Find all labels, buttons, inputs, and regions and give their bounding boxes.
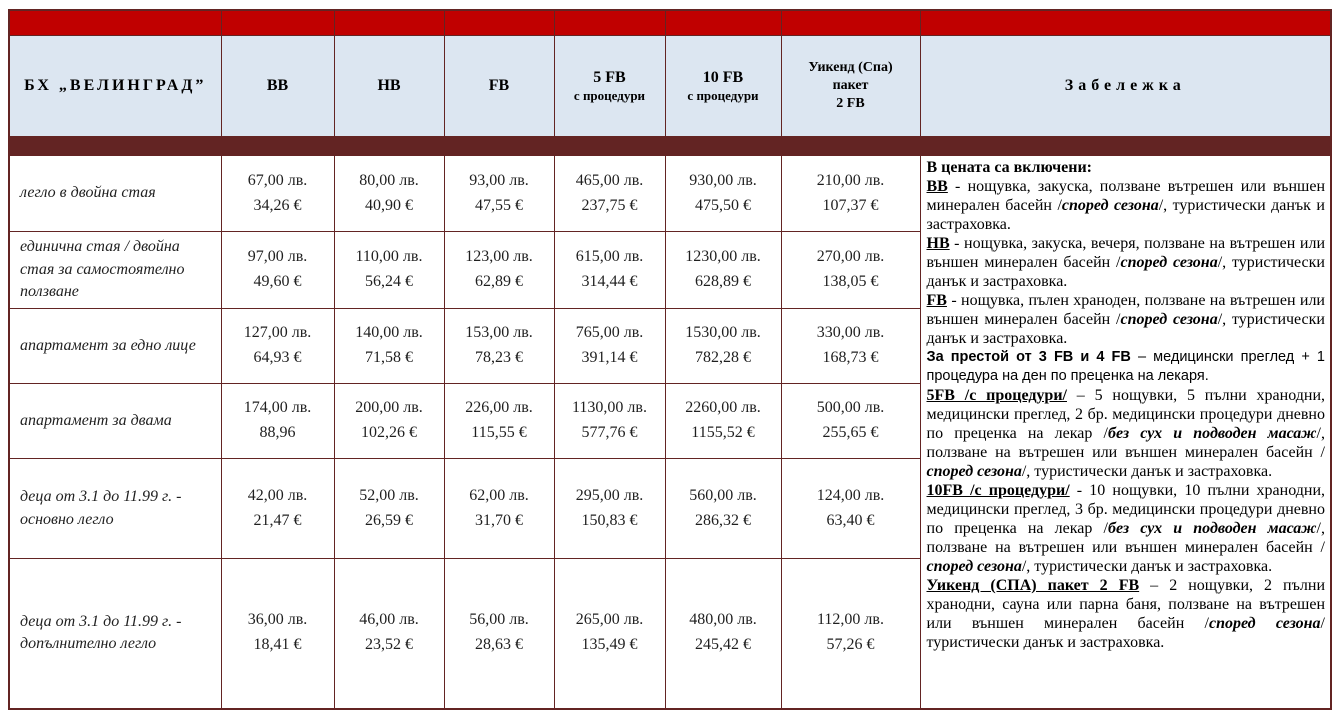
note-text-segment: без сух и подводен масаж: [1107, 520, 1317, 537]
top-band-cell: [334, 10, 444, 36]
price-eur: 31,70 €: [475, 511, 523, 529]
maroon-band-cell: [9, 137, 1331, 156]
note-text-segment: /, туристически данък и застраховка.: [926, 254, 1325, 290]
price-eur: 102,26 €: [361, 424, 417, 441]
note-text-segment: според сезона: [926, 463, 1022, 480]
price-lv: 226,00 лв.: [465, 399, 533, 417]
note-text-segment: /, ползване на вътрешен или външен минерален басейн /: [926, 520, 1325, 556]
price-cell: [554, 384, 665, 459]
price-cell: [221, 309, 334, 384]
price-lv: 1230,00 лв.: [685, 248, 761, 266]
price-eur: 18,41 €: [253, 636, 302, 654]
note-paragraph: [927, 291, 1326, 348]
note-text-segment: За престой от 3 FB и 4 FB: [926, 349, 1131, 365]
price-eur: 150,83 €: [581, 511, 638, 529]
price-cell: [334, 156, 444, 232]
top-band-cell: [554, 10, 665, 36]
price-cell: [781, 559, 920, 709]
price-eur: 40,90 €: [365, 196, 413, 214]
column-label: BB: [266, 77, 289, 94]
price-cell: [444, 384, 554, 459]
note-text-segment: /, ползване на вътрешен или външен минерален басейн /: [926, 425, 1325, 461]
price-lv: 42,00 лв.: [247, 486, 308, 504]
price-cell: [334, 459, 444, 559]
note-paragraph: [927, 576, 1326, 652]
note-text-segment: - нощувка, пълен храноден, ползване на вътрешен или външен минерален басейн /: [926, 292, 1325, 328]
price-eur: 71,58 €: [365, 349, 413, 366]
price-eur: 135,49 €: [581, 636, 638, 654]
price-lv: 140,00 лв.: [355, 324, 423, 342]
column-header-hb: [334, 36, 444, 137]
room-type-cell: апартамент за едно лице: [9, 309, 221, 384]
note-text-segment: /, туристически данък и застраховка.: [1021, 558, 1273, 575]
price-lv: 480,00 лв.: [689, 611, 757, 629]
price-cell: [781, 459, 920, 559]
price-cell: [665, 384, 781, 459]
price-eur: 56,24 €: [365, 273, 413, 290]
price-lv: 200,00 лв.: [355, 399, 423, 417]
price-eur: 49,60 €: [253, 273, 302, 290]
price-lv: 97,00 лв.: [247, 248, 308, 266]
price-lv: 615,00 лв.: [575, 248, 644, 266]
price-cell: [444, 459, 554, 559]
table-row: [9, 156, 1331, 232]
note-paragraph: [927, 158, 1326, 177]
note-text-segment: /, туристически данък и застраховка.: [1021, 463, 1273, 480]
room-type-cell: апартамент за двама: [9, 384, 221, 459]
note-text-segment: 5FB /с процедури/: [926, 387, 1067, 404]
note-text-segment: /, туристически данък и застраховка.: [926, 311, 1325, 347]
top-band-cell: [920, 10, 1331, 36]
price-cell: [334, 232, 444, 309]
header-row: [9, 36, 1331, 137]
notes-cell: [920, 156, 1331, 709]
top-band-cell: [221, 10, 334, 36]
price-cell: [444, 309, 554, 384]
price-eur: 28,63 €: [475, 636, 523, 654]
price-lv: 765,00 лв.: [575, 324, 644, 342]
price-cell: [554, 309, 665, 384]
price-lv: 174,00 лв.: [243, 399, 312, 417]
note-text-segment: според сезона: [926, 558, 1022, 575]
price-lv: 127,00 лв.: [243, 324, 312, 342]
price-lv: 500,00 лв.: [816, 399, 885, 417]
price-eur: 23,52 €: [365, 636, 413, 654]
price-lv: 295,00 лв.: [575, 486, 644, 504]
price-cell: [334, 384, 444, 459]
price-eur: 115,55 €: [471, 424, 527, 441]
column-header-notes: Забележка: [920, 36, 1331, 137]
price-eur: 628,89 €: [695, 273, 751, 290]
price-eur: 107,37 €: [822, 196, 879, 214]
top-band-cell: [781, 10, 920, 36]
price-lv: 112,00 лв.: [817, 611, 884, 629]
price-eur: 314,44 €: [581, 273, 638, 290]
price-eur: 286,32 €: [695, 511, 751, 529]
price-cell: [665, 156, 781, 232]
price-cell: [444, 156, 554, 232]
column-label: HB: [377, 77, 401, 94]
price-cell: [221, 559, 334, 709]
price-eur: 64,93 €: [253, 349, 302, 366]
column-label: 10 FB: [702, 68, 744, 86]
price-lv: 1530,00 лв.: [685, 324, 761, 342]
note-paragraph: [927, 348, 1326, 386]
price-cell: [665, 559, 781, 709]
top-band-cell: [665, 10, 781, 36]
column-label: Уикенд (Спа): [808, 60, 893, 76]
price-eur: 26,59 €: [365, 511, 413, 529]
price-eur: 1155,52 €: [691, 424, 755, 441]
price-lv: 93,00 лв.: [469, 171, 529, 189]
column-label: FB: [488, 77, 510, 94]
column-header-10fb: [665, 36, 781, 137]
note-text-segment: FB: [926, 292, 947, 309]
column-sublabel: пакет: [832, 77, 869, 93]
note-text-segment: според сезона: [1120, 254, 1218, 271]
price-eur: 57,26 €: [826, 636, 875, 654]
note-paragraph: [927, 481, 1326, 576]
column-header-fb: [444, 36, 554, 137]
price-lv: 123,00 лв.: [465, 248, 533, 266]
price-eur: 475,50 €: [695, 196, 751, 214]
price-lv: 36,00 лв.: [247, 611, 308, 629]
price-eur: 577,76 €: [581, 424, 638, 441]
price-lv: 270,00 лв.: [816, 248, 885, 266]
note-text-segment: 10FB /с процедури/: [926, 482, 1070, 499]
note-text-segment: - нощувка, закуска, вечеря, ползване на вътрешен или външен минерален басейн /: [926, 235, 1325, 271]
column-sublabel: с процедури: [573, 87, 646, 103]
price-eur: 245,42 €: [695, 636, 751, 654]
price-cell: [554, 156, 665, 232]
column-sublabel: с процедури: [687, 87, 759, 103]
price-cell: [781, 156, 920, 232]
price-lv: 560,00 лв.: [689, 486, 757, 504]
price-cell: [554, 559, 665, 709]
price-cell: [221, 232, 334, 309]
hotel-title: БХ „ВЕЛИНГРАД”: [9, 36, 221, 137]
price-cell: [334, 309, 444, 384]
price-lv: 80,00 лв.: [359, 171, 419, 189]
note-text-segment: – 2 нощувки, 2 пълни хранодни, сауна или парна баня, ползване на вътрешен или външен минерален басейн /: [926, 577, 1326, 632]
note-text-segment: според сезона: [1208, 615, 1321, 632]
price-lv: 465,00 лв.: [575, 171, 644, 189]
price-cell: [781, 232, 920, 309]
price-lv: 330,00 лв.: [816, 324, 885, 342]
price-cell: [444, 559, 554, 709]
top-band-cell: [444, 10, 554, 36]
room-type-cell: деца от 3.1 до 11.99 г. - допълнително легло: [9, 559, 221, 709]
column-header-bb: [221, 36, 334, 137]
price-eur: 63,40 €: [826, 511, 875, 529]
note-text-segment: / туристически данък и застраховка.: [926, 615, 1325, 651]
price-lv: 930,00 лв.: [689, 171, 757, 189]
price-rows-body: [9, 156, 1331, 709]
note-paragraph: [927, 177, 1326, 234]
note-text-segment: според сезона: [1061, 197, 1159, 214]
price-lv: 62,00 лв.: [469, 486, 529, 504]
price-eur: 47,55 €: [475, 196, 523, 214]
note-text-segment: – медицински преглед + 1 процедура на ден по преценка на лекаря.: [926, 349, 1325, 384]
room-type-cell: деца от 3.1 до 11.99 г. - основно легло: [9, 459, 221, 559]
price-eur: 391,14 €: [581, 349, 638, 366]
column-header-5fb: [554, 36, 665, 137]
price-eur: 138,05 €: [822, 273, 879, 290]
price-eur: 255,65 €: [822, 424, 879, 441]
price-cell: [221, 384, 334, 459]
price-lv: 1130,00 лв.: [572, 399, 647, 417]
column-label: 5 FB: [593, 68, 626, 86]
note-text-segment: Уикенд (СПА) пакет 2 FB: [926, 577, 1140, 594]
room-type-cell: единична стая / двойна стая за самостоятелно ползване: [9, 232, 221, 309]
price-cell: [221, 459, 334, 559]
price-eur: 782,28 €: [695, 349, 751, 366]
hotel-price-table: [8, 9, 1332, 710]
price-cell: [781, 384, 920, 459]
price-cell: [665, 459, 781, 559]
price-eur: 88,96: [259, 424, 296, 441]
note-text-segment: /, туристически данък и застраховка.: [926, 197, 1325, 233]
note-text-segment: ВВ: [926, 178, 948, 195]
price-cell: [781, 309, 920, 384]
price-cell: [444, 232, 554, 309]
price-cell: [554, 232, 665, 309]
note-text-segment: – 5 нощувки, 5 пълни хранодни, медицински преглед, 2 бр. медицински процедури дневно по преценка на лекар /: [926, 387, 1325, 442]
price-cell: [665, 309, 781, 384]
price-lv: 46,00 лв.: [359, 611, 419, 629]
price-cell: [221, 156, 334, 232]
maroon-divider-band: [9, 137, 1331, 156]
column-header-weekend-spa: [781, 36, 920, 137]
price-eur: 168,73 €: [822, 349, 879, 366]
note-text-segment: - нощувка, закуска, ползване вътрешен или външен минерален басейн /: [926, 178, 1325, 214]
note-text-segment: без сух и подводен масаж: [1107, 425, 1317, 442]
price-cell: [554, 459, 665, 559]
price-cell: [665, 232, 781, 309]
price-eur: 21,47 €: [253, 511, 302, 529]
price-eur: 34,26 €: [253, 196, 302, 214]
price-lv: 210,00 лв.: [816, 171, 885, 189]
price-eur: 237,75 €: [581, 196, 638, 214]
price-lv: 56,00 лв.: [469, 611, 529, 629]
note-paragraph: [927, 234, 1326, 291]
price-lv: 110,00 лв.: [355, 248, 423, 266]
price-lv: 2260,00 лв.: [685, 399, 761, 417]
room-type-cell: легло в двойна стая: [9, 156, 221, 232]
price-lv: 67,00 лв.: [247, 171, 308, 189]
top-band-cell: [9, 10, 221, 36]
price-cell: [334, 559, 444, 709]
price-lv: 52,00 лв.: [359, 486, 419, 504]
note-text-segment: НВ: [926, 235, 950, 252]
note-paragraph: [927, 386, 1326, 481]
price-eur: 62,89 €: [475, 273, 523, 290]
price-eur: 78,23 €: [475, 349, 523, 366]
note-text-segment: - 10 нощувки, 10 пълни хранодни, медицински преглед, 3 бр. медицински процедури дневно по преценка на лекар /: [926, 482, 1326, 537]
top-red-band: [9, 10, 1331, 36]
price-lv: 265,00 лв.: [575, 611, 644, 629]
price-lv: 153,00 лв.: [465, 324, 533, 342]
note-text-segment: според сезона: [1120, 311, 1218, 328]
price-lv: 124,00 лв.: [816, 486, 885, 504]
column-sublabel: 2 FB: [836, 95, 865, 111]
note-text-segment: В цената са включени:: [926, 159, 1092, 176]
